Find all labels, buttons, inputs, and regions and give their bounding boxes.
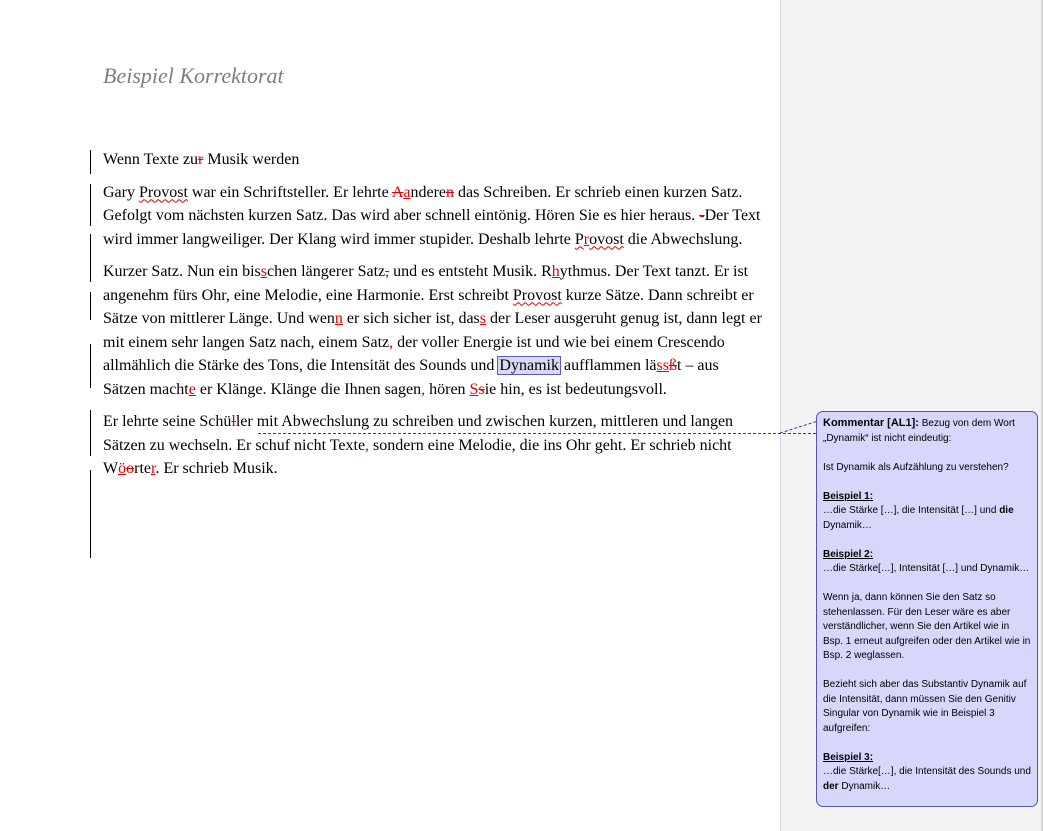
inserted-text: , [421, 380, 426, 398]
inserted-text: h [551, 263, 560, 280]
deleted-text: A [391, 183, 404, 201]
inserted-text: r [150, 460, 156, 477]
paragraph-1: Gary Provost war ein Schriftsteller. Er lehrte Aanderen das Schreiben. Er schrieb einen kurzen Satz. Gefolgt vom nächsten kurzen Satz. Das wird aber schnell eintönig. Hören Sie es hier heraus. -Der Text wird immer langweiliger. Der Klang wird immer stupider. Deshalb lehrte Provost die Abwechslung. [103, 183, 761, 248]
inserted-text: a [403, 183, 411, 201]
inserted-text: r [583, 230, 590, 248]
inserted-text: , [389, 333, 394, 351]
comment-connector-line [258, 433, 816, 434]
deleted-text: l [231, 413, 236, 430]
spelling-flag: Provost [512, 286, 562, 304]
inserted-text: s [260, 263, 267, 280]
change-bar [90, 150, 91, 174]
inserted-text: ss [656, 357, 669, 374]
inserted-text: s [479, 310, 487, 327]
comment-example-title: Beispiel 3: [823, 751, 874, 763]
comment-connector-line [780, 421, 818, 433]
deleted-text: o [126, 460, 135, 477]
paragraph-2: Kurzer Satz. Nun ein bisschen längerer Satz, und es entsteht Musik. Rhythmus. Der Text tanzt. Er ist angenehm fürs Ohr, eine Melodie, eine Harmonie. Erst schreibt Provost kurze Sätze. Dann schreibt er Sätze von mittlerer Länge. Und wenn er sich sicher ist, dass der Leser ausgeruht genug ist, dann legt er mit einem sehr langen Satz nach, einem Satz, der voller Energie ist und wie bei einem Crescendo allmählich die Stärke des Tons, die Intensität des Sounds und Dynamik aufflammen lässßt – aus Sätzen machte er Klänge. Klänge die Ihnen sagen, hören Ssie hin, es ist bedeutungsvoll. [103, 263, 762, 398]
change-bar [90, 184, 91, 226]
spelling-flag: P [574, 230, 584, 248]
change-bar [90, 410, 91, 456]
inserted-text: , [365, 436, 370, 454]
comment-alternative: Bezieht sich aber das Substantiv Dynamik auf die Intensität, dann müssen Sie den Genitiv Singular von Dynamik wie in Beispiel 3 aufgreifen: [823, 679, 1027, 734]
change-bar [90, 292, 91, 320]
deleted-text: ß [668, 357, 677, 374]
comment-advice: Wenn ja, dann können Sie den Satz so stehenlassen. Für den Leser wäre es aber verständlicher, wenn Sie den Artikel wie in Bsp. 1 erneut aufgreifen oder den Artikel wie in Bsp. 2 weglassen. [823, 592, 1031, 661]
comment-balloon[interactable] [816, 411, 1038, 807]
comment-example-text: …die Stärke[…], die Intensität des Sounds und der Dynamik… [823, 766, 1031, 792]
document-title: Beispiel Korrektorat [103, 63, 284, 88]
comment-intro: Bezug von dem Wort „Dynamik“ ist nicht eindeutig: [823, 418, 1015, 444]
deleted-text: , [385, 263, 390, 280]
change-bar [90, 470, 91, 558]
deleted-text: r [198, 151, 204, 168]
comment-example-title: Beispiel 1: [823, 490, 874, 502]
comment-question: Ist Dynamik als Aufzählung zu verstehen? [823, 461, 1009, 473]
paragraph-3: Er lehrte seine Schüller mit Abwechslung zu schreiben und zwischen kurzen, mittleren und langen Sätzen zu wechseln. Er schuf nicht Texte, sondern eine Melodie, die ins Ohr geht. Er schrieb nicht Wöorter. Er schrieb Musik. [103, 413, 734, 477]
inserted-text: ö [118, 460, 127, 477]
paragraph-heading: Wenn Texte zur Musik werden [103, 151, 300, 168]
change-bar [90, 344, 91, 388]
deleted-text: - [699, 207, 705, 224]
spelling-flag: ovost [589, 230, 624, 248]
comment-label: Kommentar [AL1]: [823, 417, 919, 429]
document-body[interactable] [103, 148, 763, 490]
deleted-text: n [446, 183, 455, 201]
deleted-text: s [478, 380, 485, 398]
inserted-text: n [334, 310, 343, 327]
inserted-text: S [469, 380, 479, 398]
change-bar [90, 234, 91, 282]
inserted-text: e [188, 380, 196, 398]
spelling-flag: Provost [138, 183, 188, 201]
comment-example-text: …die Stärke […], die Intensität […] und die Dynamik… [823, 505, 1014, 531]
comment-example-text: …die Stärke[…], Intensität […] und Dynamik… [823, 563, 1030, 574]
comment-example-title: Beispiel 2: [823, 548, 874, 560]
comment-anchor[interactable]: Dynamik [499, 357, 559, 374]
